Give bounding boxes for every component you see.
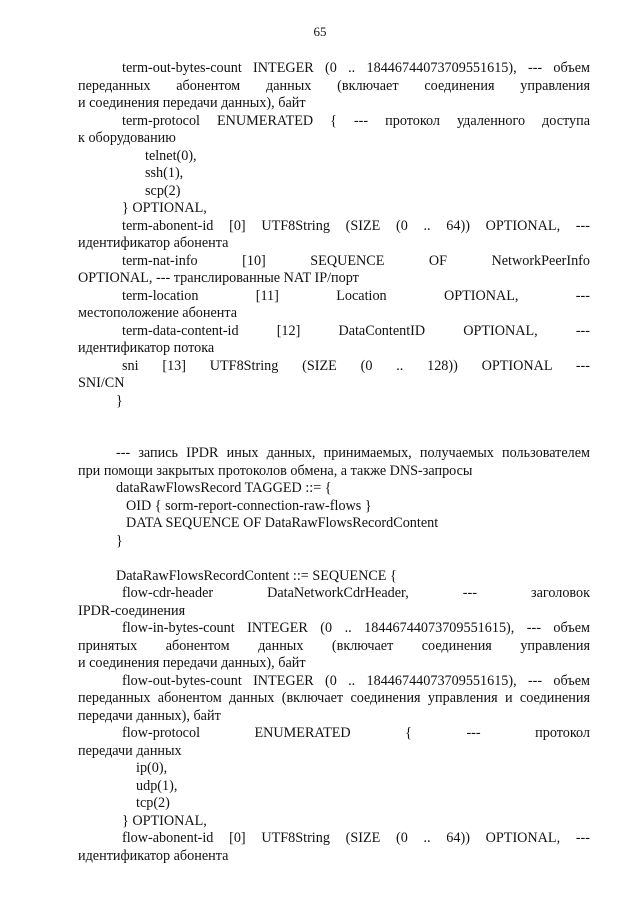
text-line: term-data-content-id [12] DataContentID OPTIONAL, --- — [122, 322, 590, 339]
text-line: OPTIONAL, --- транслированные NAT IP/порт — [78, 270, 359, 286]
text-line: передачи данных — [78, 742, 182, 759]
text-line: DataRawFlowsRecordContent ::= SEQUENCE { — [116, 567, 397, 584]
text-line: } — [116, 532, 123, 549]
text-line: и соединения передачи данных), байт — [78, 95, 306, 111]
text-line: term-location [11] Location OPTIONAL, --- — [122, 287, 590, 304]
text-line: идентификатор потока — [78, 340, 215, 356]
text-line: flow-in-bytes-count INTEGER (0 .. 18446744073709551615), --- объем — [122, 620, 590, 636]
text-line: переданных абонентом данных (включает соединения управления и соединения — [78, 690, 590, 706]
text-line: term-abonent-id [0] UTF8String (SIZE (0 .. 64)) OPTIONAL, --- — [122, 217, 590, 234]
text-line: } — [116, 392, 123, 409]
text-line: принятых абонентом данных (включает соединения управления — [78, 637, 590, 654]
text-line: местоположение абонента — [78, 305, 238, 321]
text-line: OID { sorm-report-connection-raw-flows } — [126, 497, 372, 514]
text-line: переданных абонентом данных (включает соединения управления — [78, 77, 590, 94]
blank-line — [78, 550, 590, 568]
text-line: dataRawFlowsRecord TAGGED ::= { — [116, 480, 332, 496]
text-line: IPDR-соединения — [78, 602, 186, 619]
text-line: flow-out-bytes-count INTEGER (0 .. 18446744073709551615), --- объем — [122, 672, 590, 689]
text-line: udp(1), — [136, 777, 178, 794]
text-line: передачи данных), байт — [78, 707, 221, 724]
text-line: при помощи закрытых протоколов обмена, а также DNS-запросы — [78, 462, 473, 479]
text-line: --- запись IPDR иных данных, принимаемых, получаемых пользователем — [116, 445, 590, 461]
text-line: telnet(0), — [145, 147, 197, 164]
text-line: } OPTIONAL, — [122, 812, 207, 829]
text-line: term-nat-info [10] SEQUENCE OF NetworkPeerInfo — [122, 252, 590, 269]
text-line: flow-protocol ENUMERATED { --- протокол — [122, 725, 590, 741]
text-line: term-protocol ENUMERATED { --- протокол удаленного доступа — [122, 112, 590, 129]
text-line: scp(2) — [145, 182, 181, 199]
text-line: tcp(2) — [136, 795, 170, 811]
text-line: ssh(1), — [145, 165, 184, 181]
blank-line — [78, 410, 590, 445]
text-line: и соединения передачи данных), байт — [78, 655, 306, 671]
text-line: flow-cdr-header DataNetworkCdrHeader, --- заголовок — [122, 585, 590, 601]
text-line: DATA SEQUENCE OF DataRawFlowsRecordContent — [126, 515, 439, 531]
text-line: SNI/CN — [78, 375, 125, 391]
text-line: sni [13] UTF8String (SIZE (0 .. 128)) OPTIONAL --- — [122, 357, 590, 374]
text-line: идентификатор абонента — [78, 235, 229, 251]
text-line: идентификатор абонента — [78, 847, 229, 864]
text-line: к оборудованию — [78, 130, 176, 146]
text-line: } OPTIONAL, — [122, 200, 207, 216]
page-number: 65 — [313, 24, 327, 39]
text-line: term-out-bytes-count INTEGER (0 .. 18446744073709551615), --- объем — [122, 60, 590, 76]
text-line: ip(0), — [136, 760, 168, 776]
text-line: flow-abonent-id [0] UTF8String (SIZE (0 .. 64)) OPTIONAL, --- — [122, 830, 590, 846]
document-body — [78, 60, 590, 865]
